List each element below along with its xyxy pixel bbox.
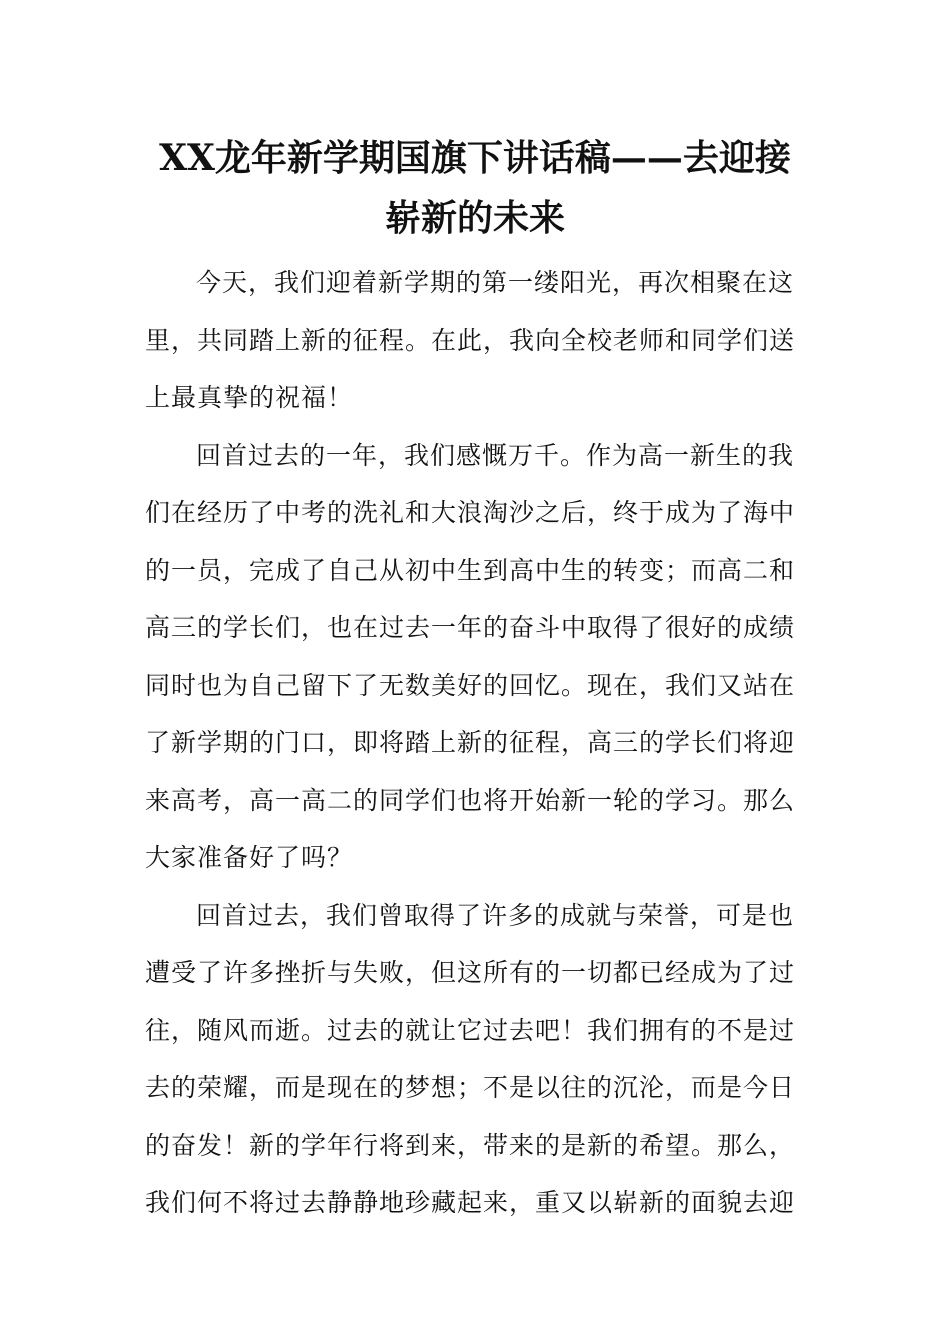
paragraph-3 [145,887,815,1232]
paragraph-1 [145,254,815,427]
title-line-2: 崭新的未来 [384,197,565,239]
document-body [145,254,815,1232]
paragraph-line: 来高考，高一高二的同学们也将开始新一轮的学习。那么 [145,785,796,815]
paragraph-line: 今天，我们迎着新学期的第一缕阳光，再次相聚在这 [196,268,795,297]
paragraph-line: 我们何不将过去静静地珍藏起来，重又以崭新的面貌去迎 [145,1188,796,1217]
paragraph-line: 上最真挚的祝福！ [145,383,354,412]
paragraph-2 [145,427,815,887]
paragraph-line: 里，共同踏上新的征程。在此，我向全校老师和同学们送 [145,325,796,355]
paragraph-line: 们在经历了中考的洗礼和大浪淘沙之后，终于成为了海中 [145,498,796,527]
document-title [145,128,805,248]
paragraph-line: 去的荣耀，而是现在的梦想；不是以往的沉沦，而是今日 [145,1073,796,1102]
title-line-1: XX龙年新学期国旗下讲话稿——去迎接 [159,137,791,179]
paragraph-line: 遭受了许多挫折与失败，但这所有的一切都已经成为了过 [145,958,796,987]
paragraph-line: 往，随风而逝。过去的就让它过去吧！我们拥有的不是过 [145,1015,796,1045]
paragraph-line: 了新学期的门口，即将踏上新的征程，高三的学长们将迎 [145,728,796,757]
paragraph-line: 回首过去的一年，我们感慨万千。作为高一新生的我 [196,440,795,470]
paragraph-line: 高三的学长们，也在过去一年的奋斗中取得了很好的成绩 [145,613,796,642]
paragraph-line: 回首过去，我们曾取得了许多的成就与荣誉，可是也 [196,900,795,930]
paragraph-line: 的一员，完成了自己从初中生到高中生的转变；而高二和 [145,555,796,585]
paragraph-line: 同时也为自己留下了无数美好的回忆。现在，我们又站在 [145,670,796,700]
paragraph-line: 的奋发！新的学年行将到来，带来的是新的希望。那么， [145,1130,796,1160]
paragraph-line: 大家准备好了吗？ [145,843,354,872]
